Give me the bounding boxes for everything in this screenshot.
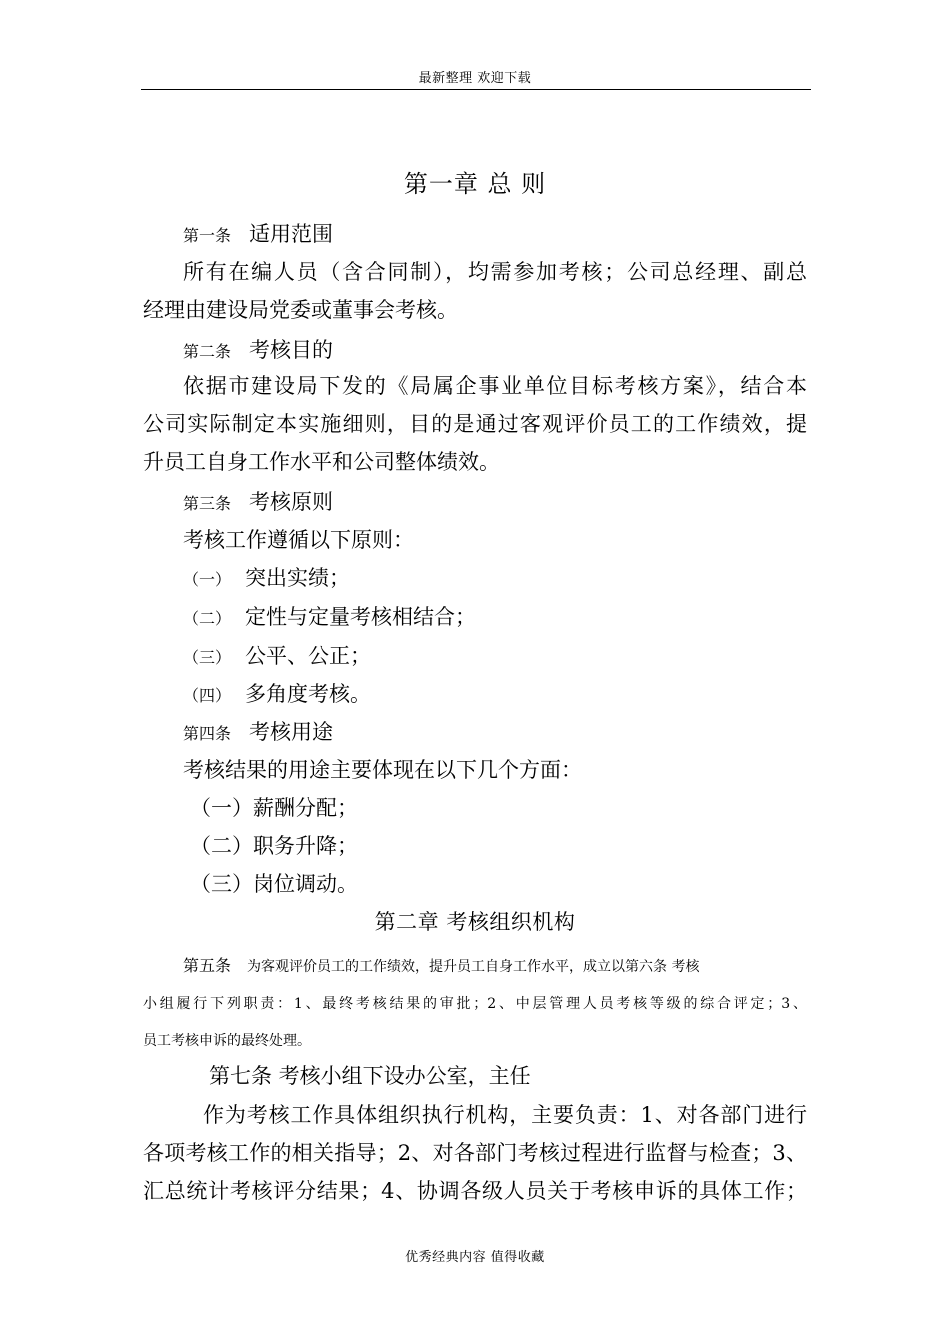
item-text: 公平、公正；	[245, 644, 372, 668]
article-2-heading	[183, 336, 333, 366]
article-2-name: 考核目的	[249, 338, 334, 362]
article-1-line-1: 所有在编人员（含合同制），均需参加考核；公司总经理、副总	[183, 260, 807, 284]
article-3-label: 第三条	[183, 494, 232, 513]
article-2-line-3: 升员工自身工作水平和公司整体绩效。	[143, 450, 500, 474]
article-3-name: 考核原则	[249, 490, 334, 514]
item-text: 多角度考核。	[245, 682, 372, 706]
article-5-line-2: 小组履行下列职责：1、最终考核结果的审批；2、中层管理人员考核等级的综合评定；3、	[143, 996, 807, 1012]
article-1-line-2: 经理由建设局党委或董事会考核。	[143, 298, 458, 322]
article-7-line-3: 汇总统计考核评分结果；4、协调各级人员关于考核申诉的具体工作；	[143, 1179, 807, 1203]
article-3-item-1	[183, 564, 350, 594]
article-2-line-2: 公司实际制定本实施细则，目的是通过客观评价员工的工作绩效，提	[143, 412, 807, 436]
article-7-line-2: 各项考核工作的相关指导；2、对各部门考核过程进行监督与检查；3、	[143, 1141, 807, 1165]
chapter-1-title: 第一章 总 则	[403, 170, 547, 198]
article-2-label: 第二条	[183, 342, 232, 361]
item-mark: （二）	[183, 609, 232, 628]
article-4-heading	[183, 718, 333, 748]
item-text: 定性与定量考核相结合；	[245, 605, 477, 629]
item-mark: （三）	[183, 648, 232, 667]
article-5-line-1	[183, 956, 699, 977]
header-text: 最新整理 欢迎下载	[418, 71, 532, 86]
article-3-intro: 考核工作遵循以下原则：	[183, 528, 414, 552]
article-1-heading	[183, 220, 333, 250]
article-3-item-2	[183, 603, 476, 633]
article-1-name: 适用范围	[249, 222, 334, 246]
footer-text: 优秀经典内容 值得收藏	[405, 1250, 545, 1265]
article-5-line-3: 员工考核申诉的最终处理。	[143, 1033, 311, 1049]
article-4-label: 第四条	[183, 724, 232, 743]
article-7-line-1: 作为考核工作具体组织执行机构，主要负责：1、对各部门进行	[203, 1103, 807, 1127]
item-mark: （四）	[183, 686, 232, 705]
article-1-label: 第一条	[183, 226, 232, 245]
article-3-item-3	[183, 642, 371, 672]
item-text: 突出实绩；	[245, 566, 351, 590]
article-4-item-1: （一）薪酬分配；	[190, 796, 358, 820]
article-5-text: 为客观评价员工的工作绩效，提升员工自身工作水平，成立以第六条 考核	[247, 959, 700, 975]
article-4-name: 考核用途	[249, 720, 334, 744]
article-7-heading: 第七条 考核小组下设办公室，主任	[209, 1064, 531, 1088]
article-4-item-2: （二）职务升降；	[190, 834, 358, 858]
header-rule	[141, 89, 811, 90]
article-3-item-4	[183, 680, 371, 710]
article-5-label: 第五条	[183, 956, 232, 975]
chapter-2-title: 第二章 考核组织机构	[374, 910, 576, 934]
article-4-item-3: （三）岗位调动。	[190, 872, 358, 896]
article-2-line-1: 依据市建设局下发的《局属企事业单位目标考核方案》，结合本	[183, 374, 807, 398]
article-4-intro: 考核结果的用途主要体现在以下几个方面：	[183, 758, 582, 782]
article-3-heading	[183, 488, 333, 518]
item-mark: （一）	[183, 570, 232, 589]
